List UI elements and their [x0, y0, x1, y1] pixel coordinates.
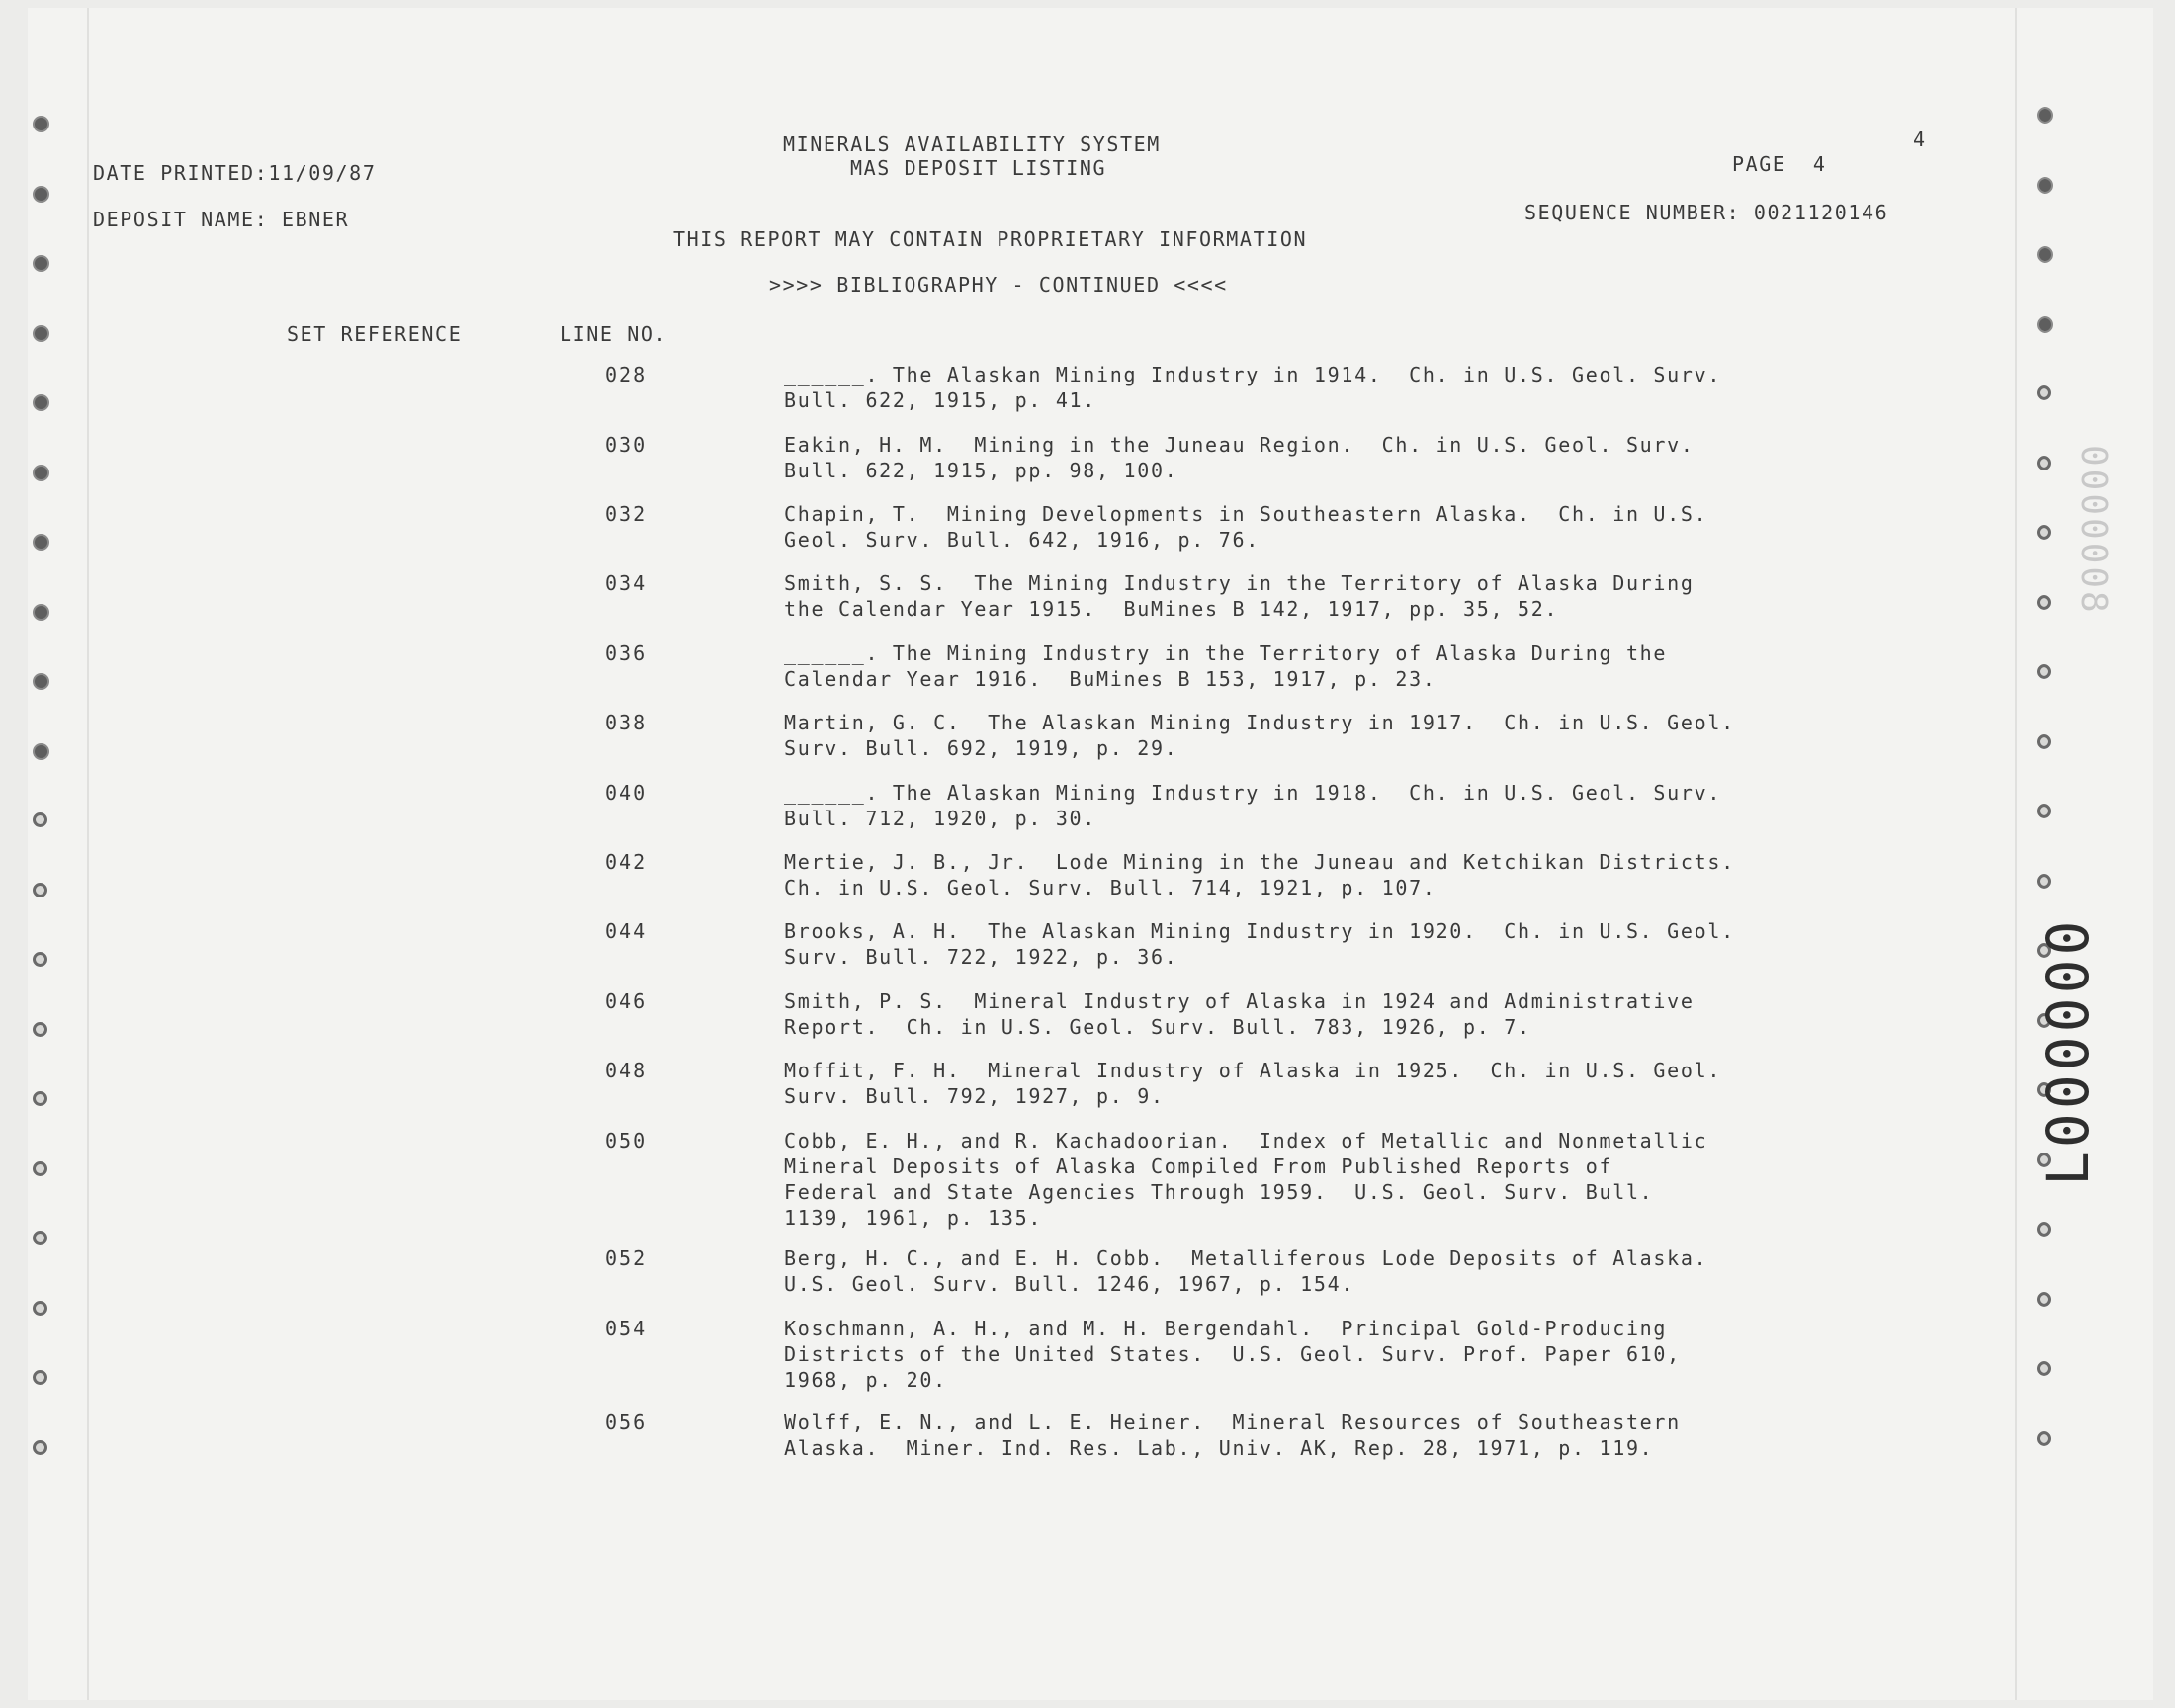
citation-text: Chapin, T. Mining Developments in Southeastern Alaska. Ch. in U.S. Geol. Surv. Bull. 642, 1916, p. 76.: [784, 502, 1708, 552]
citation-text: Smith, S. S. The Mining Industry in the Territory of Alaska During the Calendar Year 1915. BuMines B 142, 1917, pp. 35, 52.: [784, 571, 1695, 621]
proprietary-notice: THIS REPORT MAY CONTAIN PROPRIETARY INFORMATION: [673, 227, 1308, 251]
line-number: 036: [605, 641, 648, 665]
citation-text: ______. The Alaskan Mining Industry in 1918. Ch. in U.S. Geol. Surv. Bull. 712, 1920, p. 30.: [784, 781, 1722, 830]
tractor-hole: [2037, 1222, 2051, 1237]
tractor-hole: [33, 812, 47, 827]
citation-text: ______. The Alaskan Mining Industry in 1914. Ch. in U.S. Geol. Surv. Bull. 622, 1915, p. 41.: [784, 363, 1722, 412]
line-number: 046: [605, 989, 648, 1013]
citation-text: Eakin, H. M. Mining in the Juneau Region. Ch. in U.S. Geol. Surv. Bull. 622, 1915, pp. 98, 100.: [784, 433, 1695, 482]
left-margin-line: [87, 8, 89, 1700]
date-printed: DATE PRINTED:11/09/87: [93, 161, 377, 185]
line-number: 034: [605, 571, 648, 595]
tractor-hole: [2037, 1361, 2051, 1376]
tractor-hole: [33, 604, 49, 621]
line-number: 054: [605, 1317, 648, 1340]
line-number: 050: [605, 1129, 648, 1153]
line-number: 042: [605, 850, 648, 874]
line-number: 052: [605, 1246, 648, 1270]
tractor-hole: [33, 465, 49, 481]
deposit-name: DEPOSIT NAME: EBNER: [93, 208, 350, 231]
tractor-hole: [33, 186, 49, 203]
tractor-hole: [33, 1161, 47, 1176]
report-title: MINERALS AVAILABILITY SYSTEM: [783, 132, 1161, 156]
tractor-hole: [33, 1091, 47, 1106]
line-number: 032: [605, 502, 648, 526]
tractor-hole: [2037, 525, 2051, 540]
line-no-header: LINE NO.: [560, 322, 668, 346]
line-number: 048: [605, 1059, 648, 1082]
right-margin-line: [2015, 8, 2017, 1700]
sequence-number: SEQUENCE NUMBER: 0021120146: [1524, 201, 1889, 224]
faint-side-stamp: 0000008: [2073, 445, 2114, 616]
page-label: PAGE 4: [1732, 152, 1827, 176]
page-corner-number: 4: [1913, 128, 1927, 151]
tractor-hole: [2037, 664, 2051, 679]
tractor-hole: [2037, 1431, 2051, 1446]
tractor-hole: [33, 952, 47, 967]
citation-text: Martin, G. C. The Alaskan Mining Industry in 1917. Ch. in U.S. Geol. Surv. Bull. 692, 1919, p. 29.: [784, 711, 1735, 760]
set-reference-header: SET REFERENCE: [287, 322, 463, 346]
tractor-hole: [2037, 316, 2053, 333]
line-number: 040: [605, 781, 648, 805]
tractor-hole: [2037, 246, 2053, 263]
citation-text: Moffit, F. H. Mineral Industry of Alaska in 1925. Ch. in U.S. Geol. Surv. Bull. 792, 1927, p. 9.: [784, 1059, 1722, 1108]
tractor-hole: [33, 116, 49, 132]
section-title: >>>> BIBLIOGRAPHY - CONTINUED <<<<: [769, 273, 1228, 297]
line-number: 038: [605, 711, 648, 734]
citation-text: Mertie, J. B., Jr. Lode Mining in the Juneau and Ketchikan Districts. Ch. in U.S. Geol. Surv. Bull. 714, 1921, p. 107.: [784, 850, 1735, 899]
tractor-hole: [2037, 107, 2053, 124]
line-number: 056: [605, 1410, 648, 1434]
tractor-hole: [33, 255, 49, 272]
line-number: 030: [605, 433, 648, 457]
tractor-hole: [33, 394, 49, 411]
line-number: 044: [605, 919, 648, 943]
tractor-hole: [33, 325, 49, 342]
tractor-hole: [33, 1231, 47, 1245]
tractor-hole: [33, 1370, 47, 1385]
tractor-hole: [33, 1301, 47, 1316]
tractor-hole: [2037, 804, 2051, 818]
citation-text: ______. The Mining Industry in the Territory of Alaska During the Calendar Year 1916. BuMines B 153, 1917, p. 23.: [784, 641, 1668, 691]
tractor-hole: [33, 673, 49, 690]
citation-text: Koschmann, A. H., and M. H. Bergendahl. Principal Gold-Producing Districts of the United States. U.S. Geol. Surv. Prof. Paper 610, 1968, p. 20.: [784, 1317, 1681, 1392]
tractor-hole: [2037, 385, 2051, 400]
tractor-hole: [2037, 595, 2051, 610]
citation-text: Berg, H. C., and E. H. Cobb. Metalliferous Lode Deposits of Alaska. U.S. Geol. Surv. Bull. 1246, 1967, p. 154.: [784, 1246, 1708, 1296]
tractor-hole: [2037, 1292, 2051, 1307]
line-number: 028: [605, 363, 648, 386]
tractor-hole: [2037, 456, 2051, 470]
tractor-hole: [33, 1022, 47, 1037]
tractor-hole: [2037, 734, 2051, 749]
citation-text: Brooks, A. H. The Alaskan Mining Industry in 1920. Ch. in U.S. Geol. Surv. Bull. 722, 1922, p. 36.: [784, 919, 1735, 969]
side-stamp: L000000: [2035, 916, 2102, 1186]
citation-text: Smith, P. S. Mineral Industry of Alaska in 1924 and Administrative Report. Ch. in U.S. Geol. Surv. Bull. 783, 1926, p. 7.: [784, 989, 1695, 1039]
citation-text: Cobb, E. H., and R. Kachadoorian. Index of Metallic and Nonmetallic Mineral Deposits of Alaska Compiled From Published Reports of Federal and State Agencies Through 1959. U.S. Geol. Surv. Bull. 1139, 1961, p. 135.: [784, 1129, 1708, 1230]
tractor-hole: [33, 534, 49, 551]
tractor-hole: [33, 883, 47, 897]
tractor-hole: [33, 1440, 47, 1455]
citation-text: Wolff, E. N., and L. E. Heiner. Mineral Resources of Southeastern Alaska. Miner. Ind. Res. Lab., Univ. AK, Rep. 28, 1971, p. 119.: [784, 1410, 1681, 1460]
report-subtitle: MAS DEPOSIT LISTING: [850, 156, 1107, 180]
tractor-hole: [2037, 874, 2051, 889]
tractor-hole: [33, 743, 49, 760]
tractor-hole: [2037, 177, 2053, 194]
